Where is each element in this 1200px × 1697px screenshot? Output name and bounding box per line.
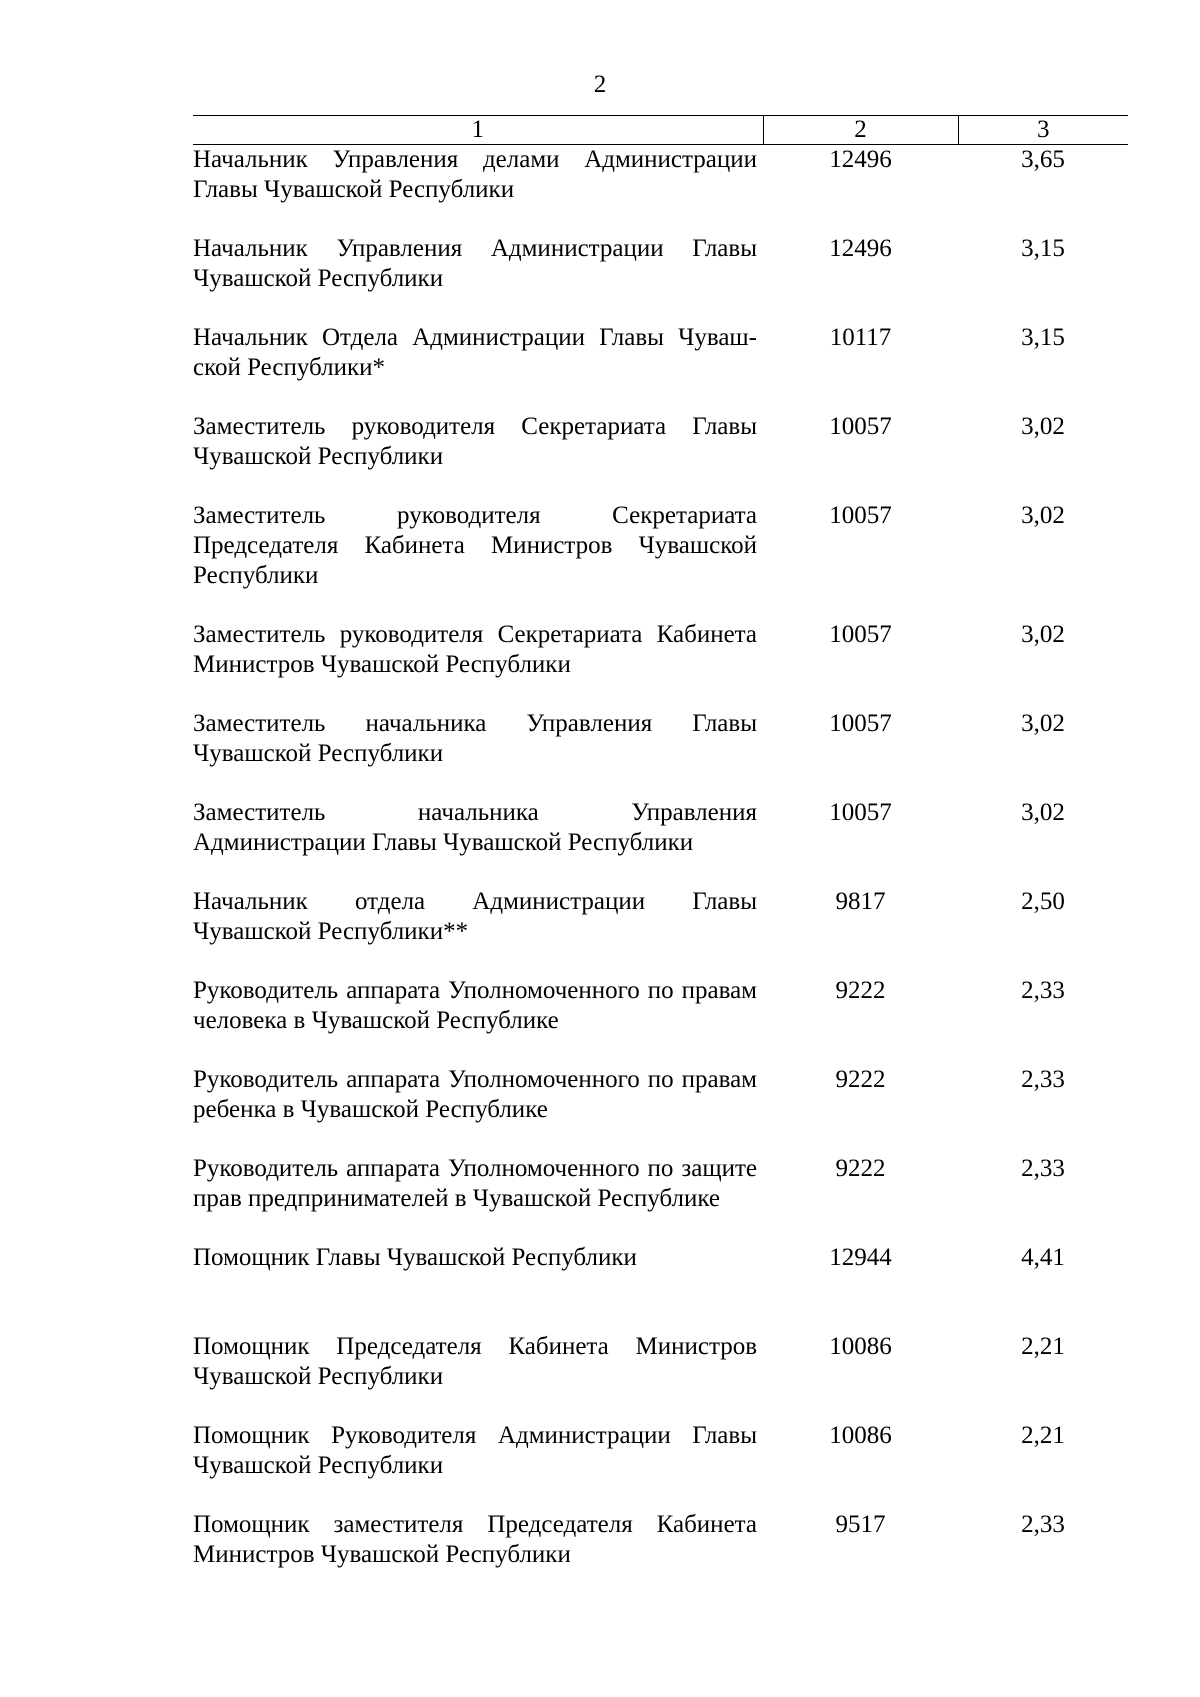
position-name: Начальник Управления Администрации Главы Чувашской Республики bbox=[193, 235, 757, 292]
coefficient-value: 3,02 bbox=[1021, 799, 1065, 826]
table-row bbox=[193, 709, 1128, 798]
salary-value: 12944 bbox=[829, 1244, 892, 1271]
salary-value: 9222 bbox=[835, 1155, 886, 1182]
coefficient-value: 3,65 bbox=[1021, 146, 1065, 173]
salary-value: 9517 bbox=[835, 1511, 886, 1538]
column-header-1: 1 bbox=[193, 116, 763, 145]
coefficient-value: 2,33 bbox=[1021, 1511, 1065, 1538]
position-name: Руководитель аппарата Уполномоченного по правам ребенка в Чувашской Республике bbox=[193, 1066, 757, 1123]
salary-value: 10057 bbox=[829, 799, 892, 826]
table-row bbox=[193, 1243, 1128, 1332]
position-name: Помощник Председателя Кабинета Министров Чувашской Республики bbox=[193, 1333, 757, 1390]
salary-value: 9817 bbox=[835, 888, 886, 915]
coefficient-value: 3,15 bbox=[1021, 324, 1065, 351]
coefficient-value: 2,33 bbox=[1021, 1155, 1065, 1182]
coefficient-value: 4,41 bbox=[1021, 1244, 1065, 1271]
table-row bbox=[193, 145, 1128, 235]
table-row bbox=[193, 323, 1128, 412]
position-name: Заместитель руководителя Секретариата Кабинета Министров Чувашской Республики bbox=[193, 621, 757, 678]
position-name: Помощник заместителя Председателя Кабинета Министров Чувашской Республики bbox=[193, 1511, 757, 1568]
coefficient-value: 2,21 bbox=[1021, 1333, 1065, 1360]
salary-value: 10057 bbox=[829, 502, 892, 529]
position-name: Помощник Главы Чувашской Республики bbox=[193, 1244, 637, 1271]
position-name: Руководитель аппарата Уполномоченного по защите прав предпринимателей в Чувашской Республике bbox=[193, 1155, 757, 1212]
position-name: Заместитель начальника Управления Главы Чувашской Республики bbox=[193, 710, 757, 767]
salary-value: 12496 bbox=[829, 235, 892, 262]
table-row bbox=[193, 1065, 1128, 1154]
table-body bbox=[193, 145, 1128, 1600]
table-row bbox=[193, 798, 1128, 887]
salary-value: 9222 bbox=[835, 977, 886, 1004]
coefficient-value: 3,02 bbox=[1021, 621, 1065, 648]
salary-value: 10117 bbox=[829, 324, 892, 351]
salary-table bbox=[193, 115, 1128, 1599]
position-name: Помощник Руководителя Администрации Главы Чувашской Республики bbox=[193, 1422, 757, 1479]
position-name: Заместитель руководителя Секретариата Главы Чувашской Республики bbox=[193, 413, 757, 470]
table-row bbox=[193, 887, 1128, 976]
table-row bbox=[193, 1421, 1128, 1510]
salary-value: 10057 bbox=[829, 710, 892, 737]
column-header-2: 2 bbox=[763, 116, 958, 145]
table-row bbox=[193, 1510, 1128, 1599]
table-row bbox=[193, 412, 1128, 501]
coefficient-value: 2,50 bbox=[1021, 888, 1065, 915]
position-name: Заместитель начальника Управления Администрации Главы Чувашской Республики bbox=[193, 799, 757, 856]
table-row bbox=[193, 976, 1128, 1065]
position-name: Начальник отдела Администрации Главы Чувашской Республики** bbox=[193, 888, 757, 945]
coefficient-value: 2,33 bbox=[1021, 1066, 1065, 1093]
table-row bbox=[193, 1332, 1128, 1421]
position-name: Начальник Управления делами Администрации Главы Чувашской Республики bbox=[193, 146, 757, 203]
coefficient-value: 2,33 bbox=[1021, 977, 1065, 1004]
coefficient-value: 2,21 bbox=[1021, 1422, 1065, 1449]
salary-value: 9222 bbox=[835, 1066, 886, 1093]
salary-value: 10057 bbox=[829, 621, 892, 648]
salary-value: 12496 bbox=[829, 146, 892, 173]
coefficient-value: 3,02 bbox=[1021, 502, 1065, 529]
table-row bbox=[193, 1154, 1128, 1243]
salary-value: 10086 bbox=[829, 1422, 892, 1449]
table-row bbox=[193, 620, 1128, 709]
position-name: Начальник Отдела Администрации Главы Чуваш-ской Республики* bbox=[193, 324, 757, 381]
coefficient-value: 3,15 bbox=[1021, 235, 1065, 262]
position-name: Заместитель руководителя Секретариата Председателя Кабинета Министров Чувашской Республики bbox=[193, 502, 757, 589]
salary-value: 10086 bbox=[829, 1333, 892, 1360]
coefficient-value: 3,02 bbox=[1021, 413, 1065, 440]
coefficient-value: 3,02 bbox=[1021, 710, 1065, 737]
column-header-3: 3 bbox=[958, 116, 1128, 145]
table-row bbox=[193, 501, 1128, 620]
page-number: 2 bbox=[593, 71, 607, 98]
salary-value: 10057 bbox=[829, 413, 892, 440]
table-row bbox=[193, 234, 1128, 323]
position-name: Руководитель аппарата Уполномоченного по правам человека в Чувашской Республике bbox=[193, 977, 757, 1034]
table-header-row bbox=[193, 116, 1128, 145]
